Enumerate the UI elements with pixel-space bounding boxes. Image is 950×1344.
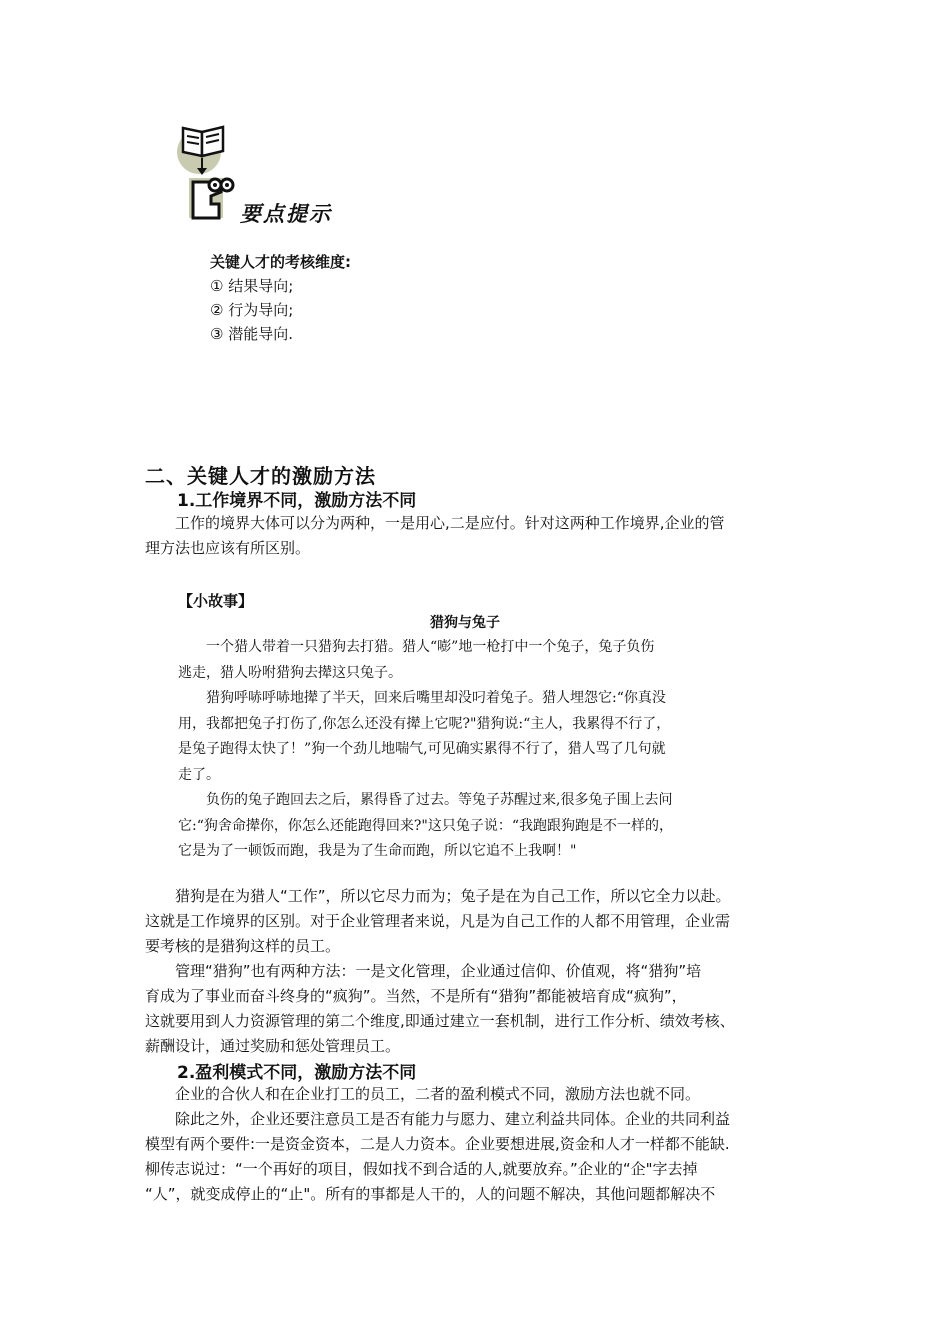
story-paragraph-3: 负伤的兔子跑回去之后，累得昏了过去。等兔子苏醒过来,很多兔子围上去问 它:“狗舍命撵你，你怎么还能跑得回来?"这只兔子说：“我跑跟狗跑是不一样的， 它是为了一顿饭而跑，我是为了生命而跑，所以它追不上我啊！" [178,792,673,859]
key-point-item: ① 结果导向; [210,277,294,295]
key-points-heading: 关键人才的考核维度: [210,253,351,271]
profit-paragraph-2: 除此之外，企业还要注意员工是否有能力与愿力、建立利益共同体。企业的共同利益 模型有两个要件:一是资金资本，二是人力资本。企业要想进展,资金和人才一样都不能缺. 柳传志说过：“一个再好的项目，假如找不到合适的人,就要放弃。”企业的“企"字去掉 “人”，就变成停止的“止"。所有的事都是人干的，人的问题不解决，其他问题都解决不 [145,1110,731,1203]
key-points-title: 要点提示 [240,201,332,226]
story-paragraph-1: 一个猎人带着一只猎狗去打猎。猎人“嘭”地一枪打中一个兔子，兔子负伤 逃走，猎人吩咐猎狗去撵这只兔子。 [178,639,655,681]
analysis-paragraph-2: 管理“猎狗”也有两种方法：一是文化管理，企业通过信仰、价值观，将“猎狗”培 育成为了事业而奋斗终身的“疯狗”。当然，不是所有“猎狗”都能被培育成“疯狗”， 这就要用到人力资源管理的第二个维度,即通过建立一套机制，进行工作分析、绩效考核、 薪酬设计，通过奖励和惩处管理员工。 [145,962,735,1055]
story-label: 【小故事】 [178,592,254,610]
subsection-title-1: 1.工作境界不同，激励方法不同 [177,491,417,511]
subsection-title-2: 2.盈利模式不同，激励方法不同 [177,1063,417,1083]
key-point-item: ② 行为导向; [210,301,294,319]
key-point-item: ③ 潜能导向. [210,325,293,343]
intro-paragraph: 工作的境界大体可以分为两种，一是用心,二是应付。针对这两种工作境界,企业的管 理方法也应该有所区别。 [145,514,725,557]
story-paragraph-2: 猎狗呼哧呼哧地撵了半天，回来后嘴里却没叼着兔子。猎人埋怨它:“你真没 用，我都把兔子打伤了,你怎么还没有撵上它呢?"猎狗说:“主人，我累得不行了， 是兔子跑得太快了！”狗一个劲儿地喘气,可见确实累得不行了，猎人骂了几句就 走了。 [178,690,671,783]
analysis-paragraph-1: 猎狗是在为猎人“工作”，所以它尽力而为；兔子是在为自己工作，所以它全力以赴。 这就是工作境界的区别。对于企业管理者来说，凡是为自己工作的人都不用管理，企业需 要考核的是猎狗这样的员工。 [145,887,731,955]
section-title: 二、关键人才的激励方法 [145,464,376,488]
profit-paragraph-1: 企业的合伙人和在企业打工的员工，二者的盈利模式不同，激励方法也就不同。 [145,1085,701,1103]
key-points-icon [175,122,245,227]
story-title: 猎狗与兔子 [430,615,500,631]
key-points-list [210,250,351,346]
